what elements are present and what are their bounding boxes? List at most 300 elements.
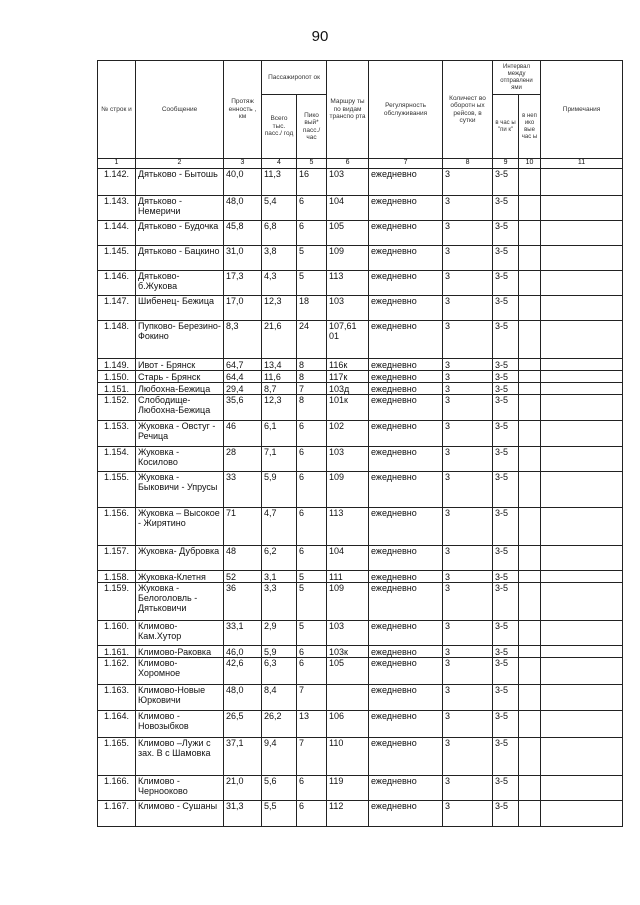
trips-cell: 3 bbox=[443, 583, 493, 621]
peak-passengers-cell: 6 bbox=[297, 776, 327, 801]
route-number-cell: 104 bbox=[327, 546, 369, 571]
peak-passengers-cell: 6 bbox=[297, 646, 327, 658]
notes-cell bbox=[541, 685, 623, 711]
route-number-cell: 109 bbox=[327, 246, 369, 271]
total-passengers-cell: 9,4 bbox=[262, 738, 297, 776]
route-number-cell: 117к bbox=[327, 371, 369, 383]
table-row bbox=[98, 546, 623, 571]
peak-interval-cell: 3-5 bbox=[493, 321, 519, 359]
peak-passengers-cell: 6 bbox=[297, 472, 327, 508]
row-number: 1.147. bbox=[98, 296, 136, 321]
notes-cell bbox=[541, 296, 623, 321]
row-number: 1.167. bbox=[98, 801, 136, 827]
distance-cell: 8,3 bbox=[224, 321, 262, 359]
route-name: Жуковка – Высокое - Жирятино bbox=[136, 508, 224, 546]
notes-cell bbox=[541, 583, 623, 621]
offpeak-interval-cell bbox=[519, 508, 541, 546]
route-name: Климово- Хоромное bbox=[136, 658, 224, 685]
offpeak-interval-cell bbox=[519, 383, 541, 395]
regularity-cell: ежедневно bbox=[369, 321, 443, 359]
row-number: 1.158. bbox=[98, 571, 136, 583]
regularity-cell: ежедневно bbox=[369, 296, 443, 321]
peak-interval-cell: 3-5 bbox=[493, 196, 519, 221]
total-passengers-cell: 11,6 bbox=[262, 371, 297, 383]
distance-cell: 29,4 bbox=[224, 383, 262, 395]
peak-interval-cell: 3-5 bbox=[493, 571, 519, 583]
offpeak-interval-cell bbox=[519, 371, 541, 383]
total-passengers-cell: 26,2 bbox=[262, 711, 297, 738]
offpeak-interval-cell bbox=[519, 711, 541, 738]
peak-interval-cell: 3-5 bbox=[493, 383, 519, 395]
row-number: 1.145. bbox=[98, 246, 136, 271]
offpeak-interval-cell bbox=[519, 646, 541, 658]
peak-interval-cell: 3-5 bbox=[493, 421, 519, 447]
distance-cell: 64,7 bbox=[224, 359, 262, 371]
table-row bbox=[98, 421, 623, 447]
peak-passengers-cell: 6 bbox=[297, 447, 327, 472]
distance-cell: 31,0 bbox=[224, 246, 262, 271]
distance-cell: 26,5 bbox=[224, 711, 262, 738]
column-number: 1 bbox=[98, 159, 136, 169]
distance-cell: 48,0 bbox=[224, 685, 262, 711]
total-passengers-cell: 6,8 bbox=[262, 221, 297, 246]
route-number-cell: 109 bbox=[327, 583, 369, 621]
regularity-cell: ежедневно bbox=[369, 221, 443, 246]
row-number: 1.143. bbox=[98, 196, 136, 221]
regularity-cell: ежедневно bbox=[369, 447, 443, 472]
table-row bbox=[98, 321, 623, 359]
trips-cell: 3 bbox=[443, 472, 493, 508]
column-number: 4 bbox=[262, 159, 297, 169]
header-row-num: № строк и bbox=[98, 61, 136, 159]
peak-passengers-cell: 18 bbox=[297, 296, 327, 321]
total-passengers-cell: 6,2 bbox=[262, 546, 297, 571]
table-row bbox=[98, 685, 623, 711]
peak-interval-cell: 3-5 bbox=[493, 658, 519, 685]
route-name: Ивот - Брянск bbox=[136, 359, 224, 371]
notes-cell bbox=[541, 546, 623, 571]
peak-interval-cell: 3-5 bbox=[493, 221, 519, 246]
peak-interval-cell: 3-5 bbox=[493, 246, 519, 271]
peak-interval-cell: 3-5 bbox=[493, 271, 519, 296]
route-number-cell: 103 bbox=[327, 447, 369, 472]
peak-passengers-cell: 6 bbox=[297, 658, 327, 685]
offpeak-interval-cell bbox=[519, 472, 541, 508]
offpeak-interval-cell bbox=[519, 196, 541, 221]
table-row bbox=[98, 246, 623, 271]
offpeak-interval-cell bbox=[519, 738, 541, 776]
peak-passengers-cell: 6 bbox=[297, 508, 327, 546]
route-number-cell: 103д bbox=[327, 383, 369, 395]
notes-cell bbox=[541, 658, 623, 685]
route-name: Жуковка- Дубровка bbox=[136, 546, 224, 571]
distance-cell: 48,0 bbox=[224, 196, 262, 221]
trips-cell: 3 bbox=[443, 383, 493, 395]
route-schedule-table bbox=[97, 60, 623, 827]
peak-interval-cell: 3-5 bbox=[493, 508, 519, 546]
table-row bbox=[98, 711, 623, 738]
peak-interval-cell: 3-5 bbox=[493, 685, 519, 711]
regularity-cell: ежедневно bbox=[369, 738, 443, 776]
total-passengers-cell: 8,4 bbox=[262, 685, 297, 711]
table-row bbox=[98, 383, 623, 395]
regularity-cell: ежедневно bbox=[369, 271, 443, 296]
column-number: 2 bbox=[136, 159, 224, 169]
notes-cell bbox=[541, 621, 623, 646]
regularity-cell: ежедневно bbox=[369, 801, 443, 827]
peak-interval-cell: 3-5 bbox=[493, 583, 519, 621]
regularity-cell: ежедневно bbox=[369, 371, 443, 383]
route-name: Жуковка-Клетня bbox=[136, 571, 224, 583]
peak-interval-cell: 3-5 bbox=[493, 711, 519, 738]
peak-interval-cell: 3-5 bbox=[493, 472, 519, 508]
offpeak-interval-cell bbox=[519, 658, 541, 685]
table-row bbox=[98, 801, 623, 827]
table-row bbox=[98, 583, 623, 621]
trips-cell: 3 bbox=[443, 447, 493, 472]
trips-cell: 3 bbox=[443, 776, 493, 801]
regularity-cell: ежедневно bbox=[369, 472, 443, 508]
notes-cell bbox=[541, 395, 623, 421]
offpeak-interval-cell bbox=[519, 246, 541, 271]
notes-cell bbox=[541, 359, 623, 371]
regularity-cell: ежедневно bbox=[369, 685, 443, 711]
route-number-cell: 107,61 01 bbox=[327, 321, 369, 359]
total-passengers-cell: 6,1 bbox=[262, 421, 297, 447]
peak-passengers-cell: 5 bbox=[297, 571, 327, 583]
trips-cell: 3 bbox=[443, 646, 493, 658]
peak-interval-cell: 3-5 bbox=[493, 646, 519, 658]
row-number: 1.151. bbox=[98, 383, 136, 395]
total-passengers-cell: 3,3 bbox=[262, 583, 297, 621]
row-number: 1.142. bbox=[98, 169, 136, 196]
total-passengers-cell: 7,1 bbox=[262, 447, 297, 472]
table-row bbox=[98, 738, 623, 776]
regularity-cell: ежедневно bbox=[369, 546, 443, 571]
row-number: 1.150. bbox=[98, 371, 136, 383]
header-interval: Интервал между отправлени ями bbox=[493, 61, 541, 95]
total-passengers-cell: 12,3 bbox=[262, 395, 297, 421]
table-row bbox=[98, 621, 623, 646]
total-passengers-cell: 5,6 bbox=[262, 776, 297, 801]
peak-interval-cell: 3-5 bbox=[493, 371, 519, 383]
route-name: Жуковка - Белоголовль - Дятьковичи bbox=[136, 583, 224, 621]
regularity-cell: ежедневно bbox=[369, 646, 443, 658]
row-number: 1.155. bbox=[98, 472, 136, 508]
table-row bbox=[98, 658, 623, 685]
route-number-cell: 103 bbox=[327, 296, 369, 321]
distance-cell: 37,1 bbox=[224, 738, 262, 776]
offpeak-interval-cell bbox=[519, 685, 541, 711]
row-number: 1.156. bbox=[98, 508, 136, 546]
column-number: 5 bbox=[297, 159, 327, 169]
offpeak-interval-cell bbox=[519, 395, 541, 421]
distance-cell: 40,0 bbox=[224, 169, 262, 196]
route-number-cell: 103 bbox=[327, 169, 369, 196]
table-row bbox=[98, 271, 623, 296]
offpeak-interval-cell bbox=[519, 801, 541, 827]
offpeak-interval-cell bbox=[519, 546, 541, 571]
row-number: 1.160. bbox=[98, 621, 136, 646]
notes-cell bbox=[541, 221, 623, 246]
notes-cell bbox=[541, 776, 623, 801]
distance-cell: 21,0 bbox=[224, 776, 262, 801]
offpeak-interval-cell bbox=[519, 169, 541, 196]
peak-passengers-cell: 7 bbox=[297, 685, 327, 711]
regularity-cell: ежедневно bbox=[369, 169, 443, 196]
table-row bbox=[98, 221, 623, 246]
offpeak-interval-cell bbox=[519, 271, 541, 296]
route-number-cell: 105 bbox=[327, 658, 369, 685]
peak-interval-cell: 3-5 bbox=[493, 546, 519, 571]
row-number: 1.159. bbox=[98, 583, 136, 621]
route-name: Старь - Брянск bbox=[136, 371, 224, 383]
offpeak-interval-cell bbox=[519, 359, 541, 371]
header-passenger-flow: Пассажиропот ок bbox=[262, 61, 327, 95]
table-row bbox=[98, 646, 623, 658]
table-body bbox=[98, 169, 623, 827]
route-number-cell: 105 bbox=[327, 221, 369, 246]
regularity-cell: ежедневно bbox=[369, 621, 443, 646]
trips-cell: 3 bbox=[443, 221, 493, 246]
peak-passengers-cell: 6 bbox=[297, 221, 327, 246]
distance-cell: 52 bbox=[224, 571, 262, 583]
peak-passengers-cell: 5 bbox=[297, 271, 327, 296]
notes-cell bbox=[541, 321, 623, 359]
offpeak-interval-cell bbox=[519, 776, 541, 801]
notes-cell bbox=[541, 646, 623, 658]
peak-passengers-cell: 6 bbox=[297, 196, 327, 221]
distance-cell: 64,4 bbox=[224, 371, 262, 383]
header-notes: Примечания bbox=[541, 61, 623, 159]
route-name: Дятьково - Немеричи bbox=[136, 196, 224, 221]
peak-passengers-cell: 6 bbox=[297, 801, 327, 827]
table-row bbox=[98, 196, 623, 221]
trips-cell: 3 bbox=[443, 196, 493, 221]
route-number-cell: 102 bbox=[327, 421, 369, 447]
total-passengers-cell: 11,3 bbox=[262, 169, 297, 196]
row-number: 1.164. bbox=[98, 711, 136, 738]
route-name: Жуковка - Косилово bbox=[136, 447, 224, 472]
notes-cell bbox=[541, 383, 623, 395]
page-number: 90 bbox=[311, 28, 329, 45]
offpeak-interval-cell bbox=[519, 421, 541, 447]
distance-cell: 35,6 bbox=[224, 395, 262, 421]
route-number-cell: 110 bbox=[327, 738, 369, 776]
peak-passengers-cell: 7 bbox=[297, 738, 327, 776]
column-number: 7 bbox=[369, 159, 443, 169]
trips-cell: 3 bbox=[443, 395, 493, 421]
distance-cell: 36 bbox=[224, 583, 262, 621]
trips-cell: 3 bbox=[443, 271, 493, 296]
route-number-cell: 113 bbox=[327, 508, 369, 546]
column-number-row bbox=[98, 159, 623, 169]
header-offpeak-hours: в неп ико вые час ы bbox=[519, 95, 541, 159]
trips-cell: 3 bbox=[443, 359, 493, 371]
peak-interval-cell: 3-5 bbox=[493, 359, 519, 371]
table-row bbox=[98, 472, 623, 508]
offpeak-interval-cell bbox=[519, 221, 541, 246]
header-routes-by-transport: Маршру ты по видам транспо рта bbox=[327, 61, 369, 159]
peak-interval-cell: 3-5 bbox=[493, 738, 519, 776]
notes-cell bbox=[541, 508, 623, 546]
regularity-cell: ежедневно bbox=[369, 196, 443, 221]
notes-cell bbox=[541, 571, 623, 583]
notes-cell bbox=[541, 801, 623, 827]
column-number: 9 bbox=[493, 159, 519, 169]
row-number: 1.153. bbox=[98, 421, 136, 447]
peak-passengers-cell: 8 bbox=[297, 359, 327, 371]
total-passengers-cell: 12,3 bbox=[262, 296, 297, 321]
total-passengers-cell: 4,7 bbox=[262, 508, 297, 546]
row-number: 1.152. bbox=[98, 395, 136, 421]
regularity-cell: ежедневно bbox=[369, 571, 443, 583]
peak-passengers-cell: 5 bbox=[297, 246, 327, 271]
route-name: Климово –Лужи с зах. В с Шамовка bbox=[136, 738, 224, 776]
offpeak-interval-cell bbox=[519, 621, 541, 646]
trips-cell: 3 bbox=[443, 546, 493, 571]
route-name: Дятьково - Бытошь bbox=[136, 169, 224, 196]
peak-passengers-cell: 7 bbox=[297, 383, 327, 395]
table-row bbox=[98, 371, 623, 383]
route-number-cell: 113 bbox=[327, 271, 369, 296]
row-number: 1.162. bbox=[98, 658, 136, 685]
peak-interval-cell: 3-5 bbox=[493, 169, 519, 196]
distance-cell: 17,3 bbox=[224, 271, 262, 296]
peak-interval-cell: 3-5 bbox=[493, 621, 519, 646]
column-number: 8 bbox=[443, 159, 493, 169]
regularity-cell: ежедневно bbox=[369, 395, 443, 421]
regularity-cell: ежедневно bbox=[369, 583, 443, 621]
peak-passengers-cell: 13 bbox=[297, 711, 327, 738]
offpeak-interval-cell bbox=[519, 571, 541, 583]
notes-cell bbox=[541, 711, 623, 738]
route-number-cell: 109 bbox=[327, 472, 369, 508]
offpeak-interval-cell bbox=[519, 447, 541, 472]
total-passengers-cell: 3,1 bbox=[262, 571, 297, 583]
notes-cell bbox=[541, 472, 623, 508]
table-row bbox=[98, 359, 623, 371]
column-number: 3 bbox=[224, 159, 262, 169]
trips-cell: 3 bbox=[443, 685, 493, 711]
row-number: 1.165. bbox=[98, 738, 136, 776]
peak-interval-cell: 3-5 bbox=[493, 395, 519, 421]
offpeak-interval-cell bbox=[519, 583, 541, 621]
trips-cell: 3 bbox=[443, 421, 493, 447]
route-number-cell bbox=[327, 685, 369, 711]
total-passengers-cell: 3,8 bbox=[262, 246, 297, 271]
offpeak-interval-cell bbox=[519, 296, 541, 321]
trips-cell: 3 bbox=[443, 371, 493, 383]
route-name: Шибенец- Бежица bbox=[136, 296, 224, 321]
header-regularity: Регулярность обслуживания bbox=[369, 61, 443, 159]
peak-passengers-cell: 5 bbox=[297, 621, 327, 646]
route-number-cell: 119 bbox=[327, 776, 369, 801]
trips-cell: 3 bbox=[443, 711, 493, 738]
column-number: 11 bbox=[541, 159, 623, 169]
peak-passengers-cell: 5 bbox=[297, 583, 327, 621]
total-passengers-cell: 5,5 bbox=[262, 801, 297, 827]
regularity-cell: ежедневно bbox=[369, 508, 443, 546]
distance-cell: 42,6 bbox=[224, 658, 262, 685]
header-peak-pass: Пико вый* пасс./ час bbox=[297, 95, 327, 159]
trips-cell: 3 bbox=[443, 169, 493, 196]
header-distance: Протяж енность , км bbox=[224, 61, 262, 159]
table-row bbox=[98, 776, 623, 801]
table-row bbox=[98, 395, 623, 421]
table-row bbox=[98, 169, 623, 196]
regularity-cell: ежедневно bbox=[369, 711, 443, 738]
total-passengers-cell: 2,9 bbox=[262, 621, 297, 646]
trips-cell: 3 bbox=[443, 738, 493, 776]
row-number: 1.166. bbox=[98, 776, 136, 801]
notes-cell bbox=[541, 196, 623, 221]
trips-cell: 3 bbox=[443, 296, 493, 321]
route-number-cell: 103 bbox=[327, 621, 369, 646]
notes-cell bbox=[541, 371, 623, 383]
total-passengers-cell: 21,6 bbox=[262, 321, 297, 359]
route-name: Дятьково - Будочка bbox=[136, 221, 224, 246]
regularity-cell: ежедневно bbox=[369, 383, 443, 395]
table-row bbox=[98, 571, 623, 583]
regularity-cell: ежедневно bbox=[369, 359, 443, 371]
route-name: Климово-Раковка bbox=[136, 646, 224, 658]
route-number-cell: 104 bbox=[327, 196, 369, 221]
peak-interval-cell: 3-5 bbox=[493, 801, 519, 827]
notes-cell bbox=[541, 421, 623, 447]
distance-cell: 31,3 bbox=[224, 801, 262, 827]
header-peak-hours: в час ы "пи к" bbox=[493, 95, 519, 159]
peak-passengers-cell: 8 bbox=[297, 395, 327, 421]
trips-cell: 3 bbox=[443, 246, 493, 271]
distance-cell: 17,0 bbox=[224, 296, 262, 321]
route-name: Климово - Чернооково bbox=[136, 776, 224, 801]
distance-cell: 71 bbox=[224, 508, 262, 546]
regularity-cell: ежедневно bbox=[369, 246, 443, 271]
table-header bbox=[98, 61, 623, 169]
notes-cell bbox=[541, 246, 623, 271]
distance-cell: 28 bbox=[224, 447, 262, 472]
offpeak-interval-cell bbox=[519, 321, 541, 359]
peak-interval-cell: 3-5 bbox=[493, 447, 519, 472]
regularity-cell: ежедневно bbox=[369, 776, 443, 801]
route-number-cell: 111 bbox=[327, 571, 369, 583]
route-name: Дятьково - Бацкино bbox=[136, 246, 224, 271]
notes-cell bbox=[541, 271, 623, 296]
route-name: Пупково- Березино- Фокино bbox=[136, 321, 224, 359]
trips-cell: 3 bbox=[443, 321, 493, 359]
total-passengers-cell: 4,3 bbox=[262, 271, 297, 296]
row-number: 1.146. bbox=[98, 271, 136, 296]
table-row bbox=[98, 296, 623, 321]
row-number: 1.157. bbox=[98, 546, 136, 571]
row-number: 1.154. bbox=[98, 447, 136, 472]
peak-interval-cell: 3-5 bbox=[493, 296, 519, 321]
column-number: 6 bbox=[327, 159, 369, 169]
row-number: 1.163. bbox=[98, 685, 136, 711]
route-number-cell: 106 bbox=[327, 711, 369, 738]
total-passengers-cell: 5,9 bbox=[262, 646, 297, 658]
trips-cell: 3 bbox=[443, 621, 493, 646]
row-number: 1.149. bbox=[98, 359, 136, 371]
distance-cell: 46,0 bbox=[224, 646, 262, 658]
notes-cell bbox=[541, 169, 623, 196]
total-passengers-cell: 8,7 bbox=[262, 383, 297, 395]
trips-cell: 3 bbox=[443, 801, 493, 827]
route-name: Климово- Кам.Хутор bbox=[136, 621, 224, 646]
trips-cell: 3 bbox=[443, 571, 493, 583]
column-number: 10 bbox=[519, 159, 541, 169]
